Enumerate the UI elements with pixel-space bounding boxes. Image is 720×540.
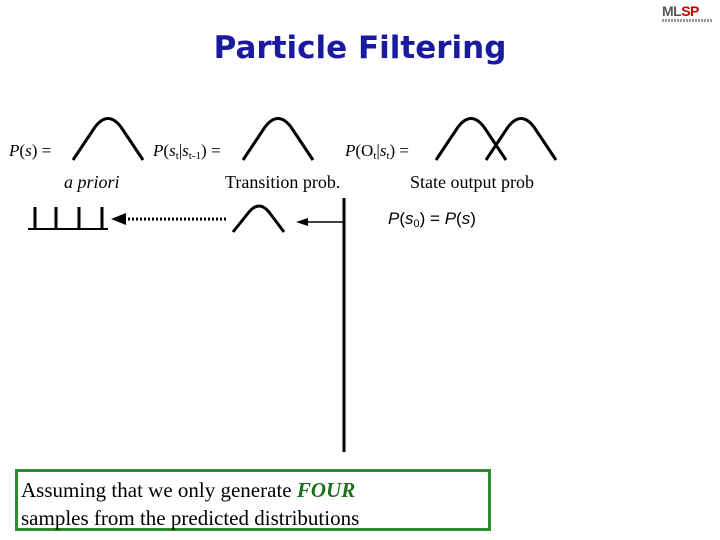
eq-trans-equals: = — [206, 141, 221, 160]
eq-trans-s2: s — [182, 141, 189, 160]
note-emphasis: FOUR — [296, 478, 356, 502]
ps0-s2: s — [461, 209, 471, 228]
logo-text-ml: ML — [662, 3, 682, 19]
eq-trans-bar: | — [178, 141, 183, 160]
output-curve-1 — [436, 119, 506, 161]
assumption-note-box — [15, 469, 491, 531]
prior-curve — [73, 119, 143, 161]
eq-out-sub-t: t — [373, 150, 377, 162]
ps0-open2: ( — [456, 209, 462, 228]
eq-out-bar: | — [376, 141, 380, 160]
ps0-close: ) — [470, 209, 476, 228]
page-title: Particle Filtering — [213, 30, 507, 66]
apriori-label: a priori — [64, 172, 120, 192]
output-curve-2 — [486, 119, 556, 161]
initial-arrow-head — [296, 218, 308, 226]
eq-trans-sub-t: t — [175, 150, 179, 162]
note-text-2: samples from the predicted distributions — [21, 506, 360, 530]
eq-out-sub-t2: t — [386, 150, 390, 162]
current-distribution-curve — [233, 206, 284, 232]
sampling-arrow-head — [111, 213, 126, 225]
eq-trans-P: P — [153, 141, 164, 160]
eq-trans-s: s — [169, 141, 176, 160]
ps0-P: P — [388, 209, 400, 228]
ps0-s: s — [405, 209, 414, 228]
eq-out-s: s — [379, 141, 387, 160]
eq-trans-open: ( — [163, 141, 170, 160]
transition-curve — [243, 119, 313, 161]
ps0-sub: 0 — [413, 218, 420, 230]
eq-out-P: P — [345, 141, 356, 160]
eq-prior-open: ( — [19, 141, 26, 160]
eq-trans-close: ) — [201, 141, 207, 160]
output-label: State output prob — [410, 172, 534, 192]
eq-out-open: (O — [355, 141, 374, 160]
note-text-1: Assuming that we only generate — [21, 478, 297, 502]
ps0-P2: P — [444, 209, 457, 228]
eq-prior-s: s — [25, 141, 32, 160]
eq-prior-equals: = — [37, 141, 52, 160]
transition-label: Transition prob. — [225, 172, 341, 192]
eq-prior-P: P — [9, 141, 20, 160]
eq-out-close: ) — [389, 141, 396, 160]
ps0-open: ( — [399, 209, 406, 228]
eq-prior-close: ) — [31, 141, 38, 160]
eq-trans-sub-t1: t-1 — [188, 150, 202, 162]
eq-out-equals: = — [395, 141, 410, 160]
logo-text-sp: SP — [681, 3, 699, 19]
ps0-mid: ) = — [419, 209, 445, 228]
